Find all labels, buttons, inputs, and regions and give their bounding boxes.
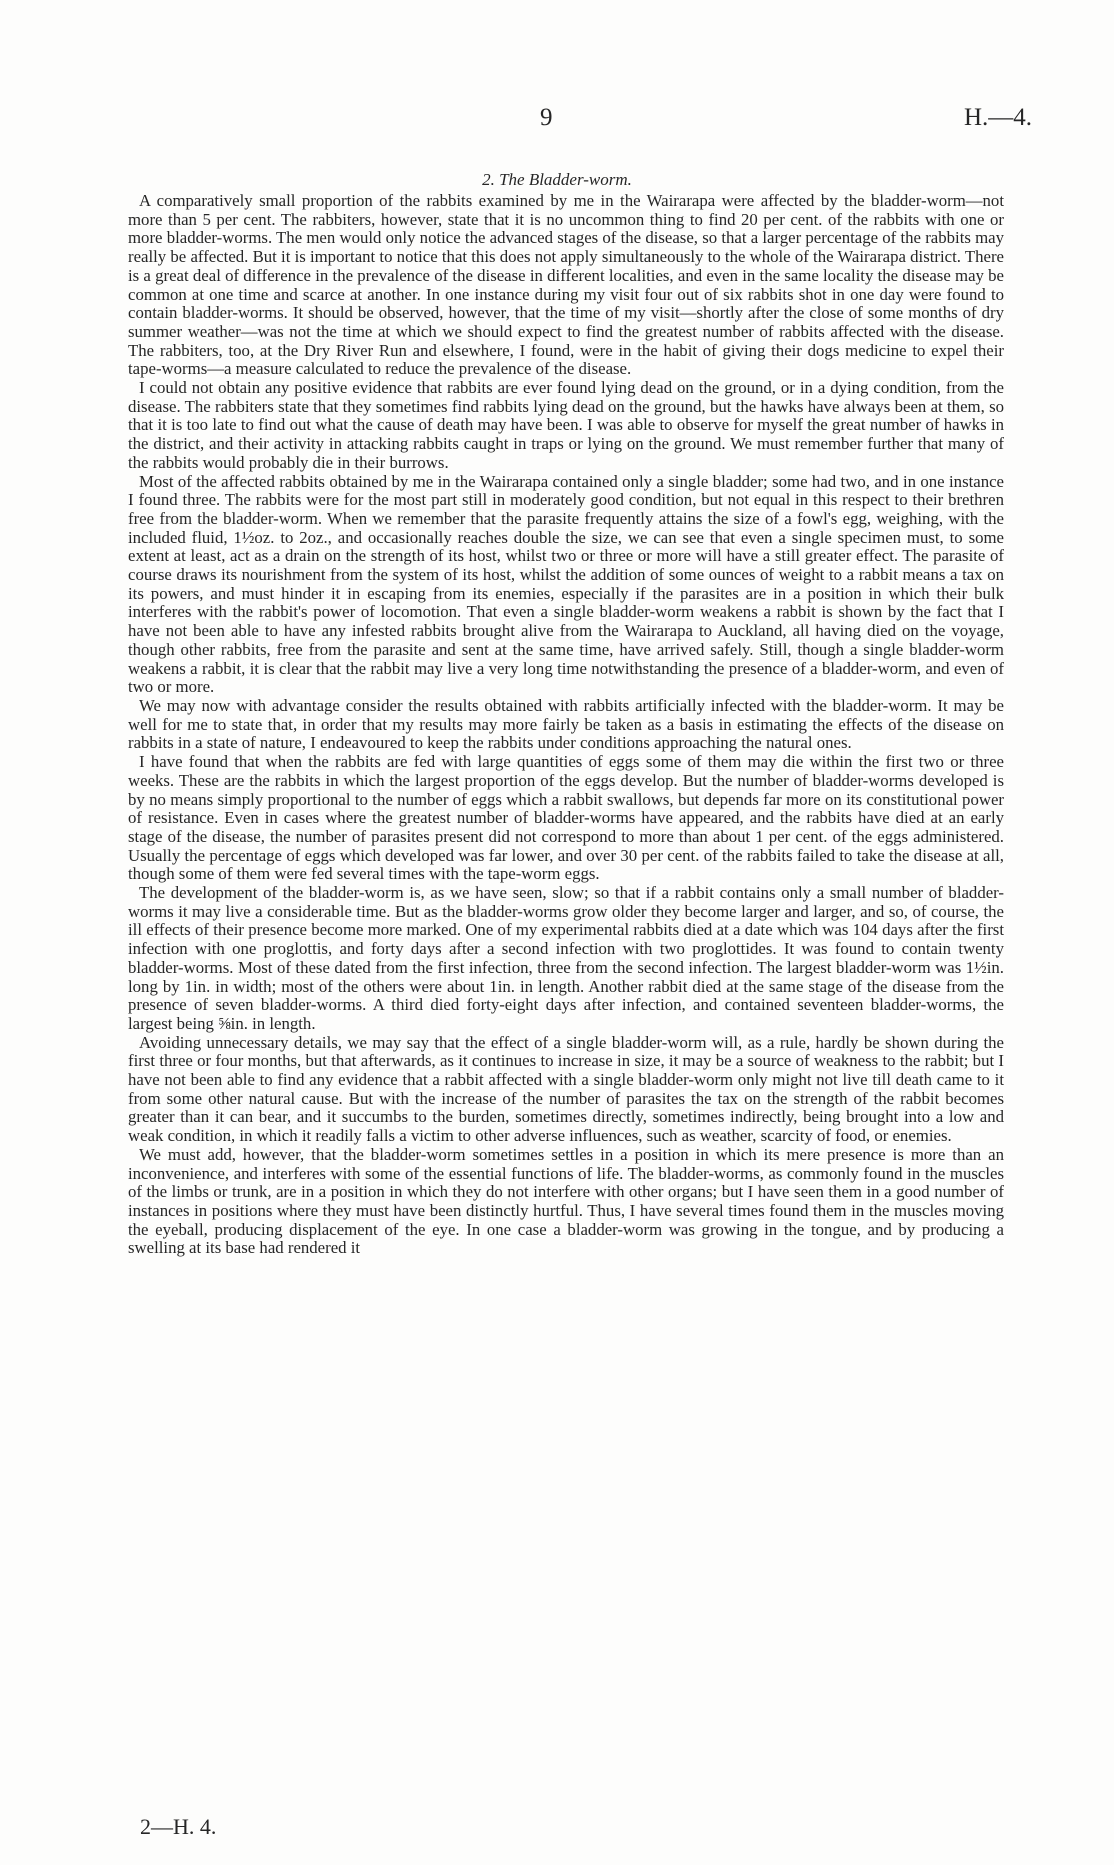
paragraph: The development of the bladder-worm is, as we have seen, slow; so that if a rabbit contains only a small number of bladder-worms it may live a considerable time. But as the bladder-worms grow older they become larger and larger, and so, of course, the ill effects of their presence become more marked. One of my experimental rabbits died at a date which was 104 days after the first infection with one proglottis, and forty days after a second infection with two proglottides. It was found to contain twenty bladder-worms. Most of these dated from the first infection, three from the second infection. The largest bladder-worm was 1½in. long by 1in. in width; most of the others were about 1in. in length. Another rabbit died at the same stage of the disease from the presence of seven bladder-worms. A third died forty-eight days after infection, and contained seventeen bladder-worms, the largest being ⅝in. in length.: [128, 883, 1004, 1033]
paragraph: Most of the affected rabbits obtained by me in the Wairarapa contained only a single bladder; some had two, and in one instance I found three. The rabbits were for the most part still in moderately good condition, but not equal in this respect to their brethren free from the bladder-worm. When we remember that the parasite frequently attains the size of a fowl's egg, weighing, with the included fluid, 1½oz. to 2oz., and occasionally reaches double the size, we can see that even a single specimen must, to some extent at least, act as a drain on the strength of its host, whilst two or three or more will have a still greater effect. The parasite of course draws its nourishment from the system of its host, whilst the addition of some ounces of weight to a rabbit means a tax on its powers, and must hinder it in escaping from its enemies, especially if the parasites are in a position in which their bulk interferes with the rabbit's power of locomotion. That even a single bladder-worm weakens a rabbit is shown by the fact that I have not been able to have any infested rabbits brought alive from the Wairarapa to Auckland, all having died on the voyage, though other rabbits, free from the parasite and sent at the same time, have arrived safely. Still, though a single bladder-worm weakens a rabbit, it is clear that the rabbit may live a very long time notwithstanding the presence of a bladder-worm, and even of two or more.: [128, 471, 1004, 697]
footer-sheet-code: 2—H. 4.: [140, 1814, 217, 1839]
body-text: [128, 192, 1004, 1258]
paragraph: We may now with advantage consider the results obtained with rabbits artificially infected with the bladder-worm. It may be well for me to state that, in order that my results may more fairly be taken as a basis in estimating the effects of the disease on rabbits in a state of nature, I endeavoured to keep the rabbits under conditions approaching the natural ones.: [128, 695, 1004, 753]
paragraph: I have found that when the rabbits are fed with large quantities of eggs some of them may die within the first two or three weeks. These are the rabbits in which the largest proportion of the eggs develop. But the number of bladder-worms developed is by no means simply proportional to the number of eggs which a rabbit swallows, but depends far more on its constitutional power of resistance. Even in cases where the greatest number of bladder-worms have appeared, and the rabbits have died at an early stage of the disease, the number of parasites present did not correspond to more than about 1 per cent. of the eggs administered. Usually the percentage of eggs which developed was far lower, and over 30 per cent. of the rabbits failed to take the disease at all, though some of them were fed several times with the tape-worm eggs.: [128, 752, 1004, 884]
section-title: 2. The Bladder-worm.: [482, 170, 632, 189]
document-code: H.—4.: [964, 104, 1033, 131]
paragraph: I could not obtain any positive evidence that rabbits are ever found lying dead on the ground, or in a dying condition, from the disease. The rabbiters state that they sometimes find rabbits lying dead on the ground, but the hawks have always been at them, so that it is too late to find out what the cause of death may have been. I was able to observe for myself the great number of hawks in the district, and their activity in attacking rabbits caught in traps or lying on the ground. We must remember further that many of the rabbits would probably die in their burrows.: [128, 378, 1004, 472]
page-header: [0, 104, 1114, 144]
paragraph: We must add, however, that the bladder-worm sometimes settles in a position in which its mere presence is more than an inconvenience, and interferes with some of the essential functions of life. The bladder-worms, as commonly found in the muscles of the limbs or trunk, are in a position in which they do not interfere with other organs; but I have seen them in a good number of instances in positions where they must have been distinctly hurtful. Thus, I have several times found them in the muscles moving the eyeball, producing displacement of the eye. In one case a bladder-worm was growing in the tongue, and by producing a swelling at its base had rendered it: [128, 1144, 1004, 1258]
paragraph: A comparatively small proportion of the rabbits examined by me in the Wairarapa were affected by the bladder-worm—not more than 5 per cent. The rabbiters, however, state that it is no uncommon thing to find 20 per cent. of the rabbits with one or more bladder-worms. The men would only notice the advanced stages of the disease, so that a larger percentage of the rabbits may really be affected. But it is important to notice that this does not apply simultaneously to the whole of the Wairarapa district. There is a great deal of difference in the prevalence of the disease in different localities, and even in the same locality the disease may be common at one time and scarce at another. In one instance during my visit four out of six rabbits shot in one day were found to contain bladder-worms. It should be observed, however, that the time of my visit—shortly after the close of some months of dry summer weather—was not the time at which we should expect to find the greatest number of rabbits affected with the disease. The rabbiters, too, at the Dry River Run and elsewhere, I found, were in the habit of giving their dogs medicine to expel their tape-worms—a measure calculated to reduce the prevalence of the disease.: [128, 191, 1004, 379]
paragraph: Avoiding unnecessary details, we may say that the effect of a single bladder-worm will, as a rule, hardly be shown during the first three or four months, but that afterwards, as it continues to increase in size, it may be a source of weakness to the rabbit; but I have not been able to find any evidence that a rabbit affected with a single bladder-worm only might not live till death came to it from some other natural cause. But with the increase of the number of parasites the tax on the strength of the rabbit becomes greater than it can bear, and it succumbs to the burden, sometimes directly, sometimes indirectly, being brought into a low and weak condition, in which it readily falls a victim to other adverse influences, such as weather, scarcity of food, or enemies.: [128, 1032, 1004, 1146]
page-number: 9: [540, 104, 553, 131]
